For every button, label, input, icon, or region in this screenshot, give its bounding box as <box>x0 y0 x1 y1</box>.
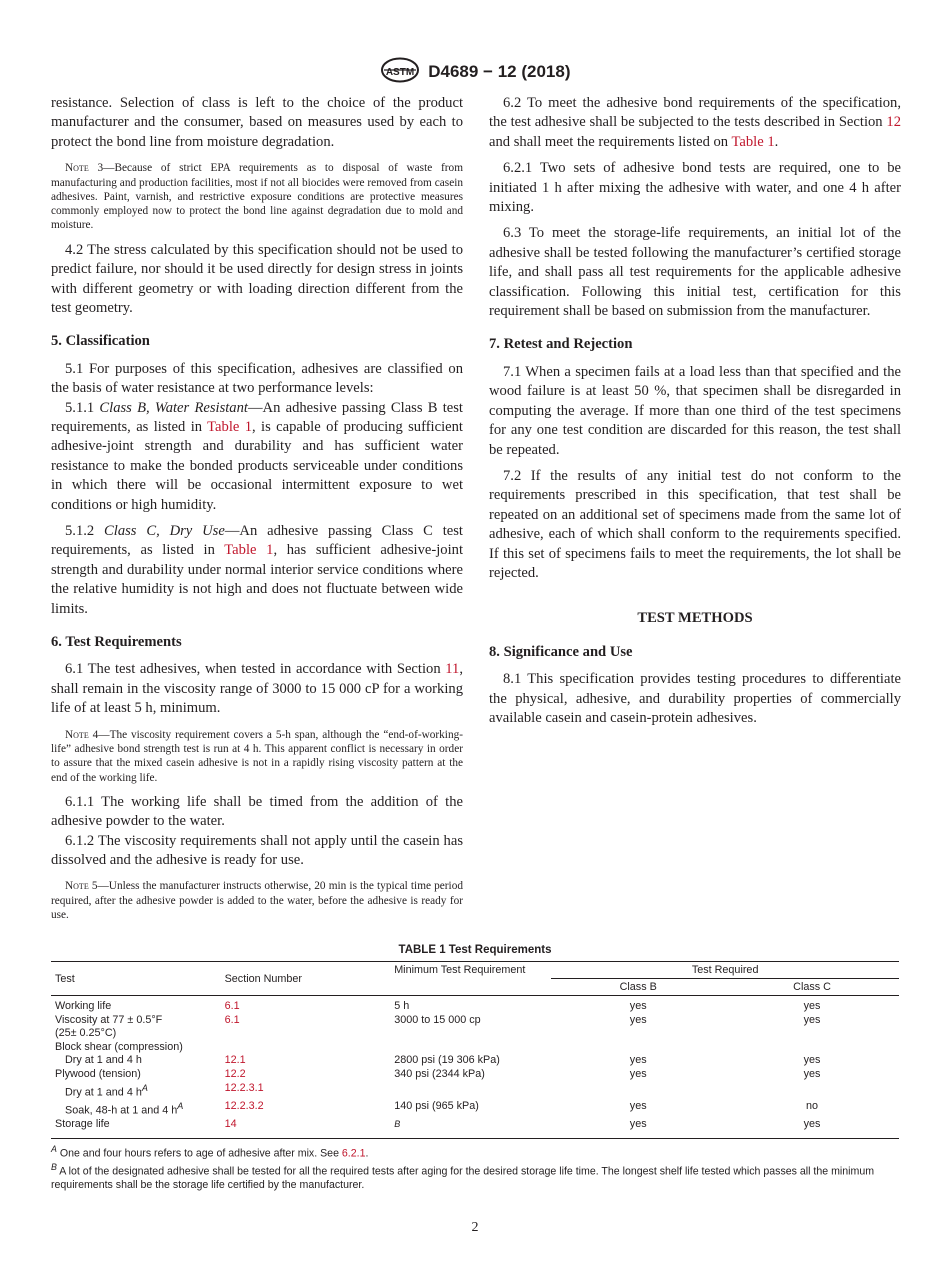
table-row: Plywood (tension) 12.2 340 psi (2344 kPa) yes yes <box>55 1067 821 1080</box>
note-5: Note 5—Unless the manufacturer instructs otherwise, 20 min is the typical time period required, after the adhesive powder is added to the water, before the adhesive is ready for use. <box>51 880 463 922</box>
paragraph-6-1: 6.1 The test adhesives, when tested in accordance with Section 11, shall remain in the viscosity range of 3000 to 15 000 cP for a working life of at least 5 h, minimum. <box>51 661 463 717</box>
paragraph: resistance. Selection of class is left to the choice of the product manufacturer and the consumer, based on measures used by each to protect the bond line from moisture degradation. <box>51 95 463 150</box>
page-header <box>0 57 950 83</box>
column-header: Section Number <box>221 962 391 996</box>
paragraph-7-1: 7.1 When a specimen fails at a load less than that specified and the wood failure is at least 50 %, that specimen shall be disregarded in computing the average. If more than one third of the test specimens for any one test condition are discarded for this reason, the test shall be repeated. <box>489 363 901 458</box>
logo-text: ASTM <box>385 67 414 78</box>
table-caption: TABLE 1 Test Requirements <box>398 944 552 956</box>
paragraph-6-3: 6.3 To meet the storage-life requirements, an initial lot of the adhesive shall be tested following the manufacturer’s certified storage life, and shall pass all test requirements for the applicable adhesive classification. Following this initial test, certification for this requirement shall be based on submission from the manufacturer. <box>489 225 901 320</box>
paragraph-5-1: 5.1 For purposes of this specification, adhesives are classified on the basis of water resistance at two performance levels: <box>51 360 463 397</box>
requirements-table <box>51 961 899 1139</box>
table-1-link[interactable]: Table 1 <box>731 133 775 150</box>
paragraph-5-1-2: 5.1.2 Class C, Dry Use—An adhesive passing Class C test requirements, as listed in Table 1, has sufficient adhesive-joint strength and durability under normal interior service conditions where the relative humidity is not high and does not fluctuate between wide limits. <box>51 522 463 617</box>
part-heading: TEST METHODS <box>637 610 753 627</box>
table-row: Working life 6.1 5 h yes yes <box>51 996 899 1014</box>
section-heading: 5. Classification <box>51 333 150 350</box>
table-row: Dry at 1 and 4 h 12.1 2800 psi (19 306 kPa) yes yes <box>65 1054 821 1067</box>
table-row: Viscosity at 77 ± 0.5°F (25± 0.25°C) 6.1 3000 to 15 000 cp yes yes <box>55 1013 821 1040</box>
section-11-link[interactable]: 11 <box>445 661 460 678</box>
table-1 <box>51 944 899 1192</box>
section-link[interactable]: 6.1 <box>224 1000 240 1012</box>
note-4: Note 4—The viscosity requirement covers a 5-h span, although the “end-of-working-life” adhesive bond strength test is run at 4 h. This apparent conflict is necessary in order to assure that the mixed casein adhesive is not in a rapidly rising viscosity pattern at the end of the working life. <box>51 728 464 784</box>
paragraph-7-2: 7.2 If the results of any initial test do not conform to the requirements prescribed in this specification, that test shall be repeated on an additional set of specimens made from the same lot of adhesive, each of which shall conform to the requirements specified. If this set of specimens fails to meet the requirements, the lot shall be rejected. <box>489 467 901 581</box>
table-row: Soak, 48-h at 1 and 4 $h^A$ 12.2.3.2 140 psi (965 kPa) yes no <box>65 1099 819 1117</box>
paragraph-4-2: 4.2 The stress calculated by this specification should not be used to predict failure, nor should it be used directly for design stress in joints with different geometry or with loading direction different from the test geometry. <box>51 241 463 316</box>
section-6-2-1-link[interactable]: 6.2.1 <box>341 1147 366 1160</box>
section-link[interactable]: 12.2.3.1 <box>224 1081 264 1094</box>
designation: D4689 − 12 (2018) <box>428 62 571 81</box>
column-header: Minimum Test Requirement <box>390 962 551 996</box>
section-heading: 6. Test Requirements <box>51 634 182 651</box>
left-column <box>51 94 463 930</box>
paragraph-6-2-1: 6.2.1 Two sets of adhesive bond tests are required, one to be initiated 1 h after mixing the adhesive with water, and one 4 h after mixing. <box>489 160 901 216</box>
section-link[interactable]: 6.1 <box>224 1013 240 1026</box>
table-1-link[interactable]: Table 1 <box>207 418 253 435</box>
table-row: Block shear (compression) <box>55 1040 183 1053</box>
astm-logo-icon <box>380 57 420 83</box>
paragraph-5-1-1: 5.1.1 Class B, Water Resistant—An adhesive passing Class B test requirements, as listed in Table 1, is capable of producing sufficient adhesive-joint strength and durability and has sufficient water resistance to make the bonded products serviceable under conditions in which there will be occasional intermittent exposure to wet conditions or high humidity. <box>51 399 463 513</box>
section-link[interactable]: 12.1 <box>224 1054 246 1067</box>
section-link[interactable]: 14 <box>221 1118 391 1139</box>
column-header: Class B <box>551 979 725 996</box>
footnote-b: $^B$ A lot of the designated adhesive shall be tested for all the required tests after aging for the desired storage life time. The longest shelf life tested which passes all the minimum requirements shall be the storage life certified by the manufacturer. <box>51 1162 875 1191</box>
note-3: Note 3—Because of strict EPA requirements as to disposal of waste from manufacturing and production facilities, most if not all biocides were removed from casein adhesives. Paint, varnish, and restrictive exposure conditions are protective measures commonly employed now to protect the bond line against degradation due to mold and moisture. <box>51 162 463 232</box>
paragraph-6-1-1: 6.1.1 The working life shall be timed from the addition of the adhesive powder to the water. <box>51 793 463 830</box>
table-footnotes <box>51 1143 899 1192</box>
table-row: Storage life 14 $^B$ yes yes <box>51 1118 899 1139</box>
paragraph-6-2: 6.2 To meet the adhesive bond requirements of the specification, the test adhesive shall be subjected to the tests described in Section 12 and shall meet the requirements listed on Table 1. <box>489 95 901 150</box>
column-header: Test Required <box>551 962 899 979</box>
section-heading: 7. Retest and Rejection <box>489 336 633 353</box>
section-heading: 8. Significance and Use <box>489 643 633 660</box>
section-link[interactable]: 12.2.3.2 <box>224 1099 264 1112</box>
footnote-a: $^A$ One and four hours refers to age of adhesive after mix. See 6.2.1. <box>51 1144 369 1160</box>
table-1-link[interactable]: Table 1 <box>224 542 274 559</box>
column-header: Test <box>51 962 221 996</box>
right-column <box>489 94 901 728</box>
paragraph-8-1: 8.1 This specification provides testing procedures to differentiate the physical, adhesive, and durability properties of commercially available casein and casein-protein adhesives. <box>489 671 901 726</box>
page-number: 2 <box>471 1220 479 1235</box>
section-12-link[interactable]: 12 <box>886 114 901 131</box>
column-header: Class C <box>725 979 899 996</box>
paragraph-6-1-2: 6.1.2 The viscosity requirements shall not apply until the casein has dissolved and the adhesive is ready for use. <box>51 832 463 869</box>
table-row: Dry at 1 and 4 $h^A$ 12.2.3.1 <box>51 1082 899 1100</box>
section-link[interactable]: 12.2 <box>224 1067 246 1080</box>
